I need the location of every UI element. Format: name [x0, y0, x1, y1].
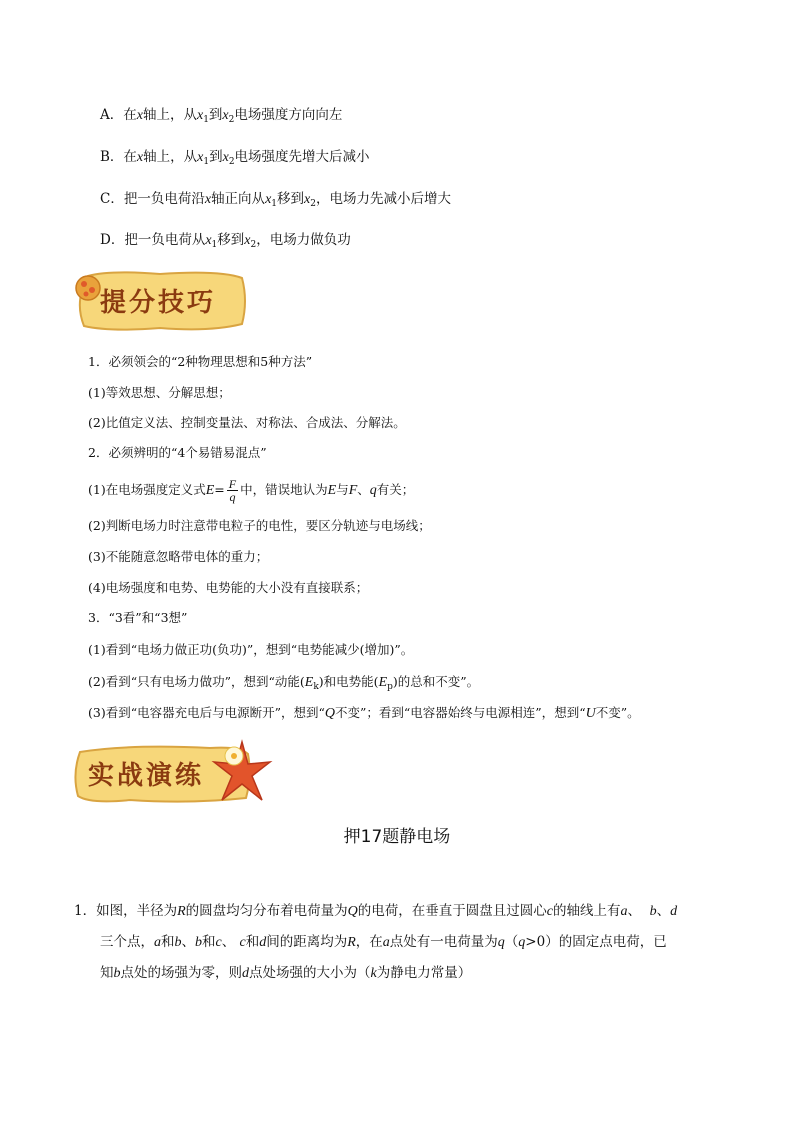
tip-1-heading: 1．必须领会的“2种物理思想和5种方法”: [88, 354, 313, 369]
tip-3c: (3)看到“电容器充电后与电源断开”，想到“Q不变”；看到“电容器始终与电源相连”，想到“U不变”。: [88, 705, 640, 721]
practice-banner: [70, 738, 275, 808]
question-1-line-1: 1．如图，半径为R的圆盘均匀分布着电荷量为Q的电荷，在垂直于圆盘且过圆心c的轴线上有a、 b、d: [74, 903, 678, 919]
option-a: A．在x轴上，从$x_1$到$x_2$电场强度方向向左: [100, 107, 343, 125]
tip-3a: (1)看到“电场力做正功(负功)”，想到“电势能减少(增加)”。: [88, 642, 414, 657]
tip-3-heading: 3．“3看”和“3想”: [88, 610, 188, 625]
practice-banner-title: 实战演练: [88, 761, 205, 791]
tip-1b: (2)比值定义法、控制变量法、对称法、合成法、分解法。: [88, 415, 406, 430]
question-1-line-2: 三个点，a和b、b和c、 c和d间的距离均为R，在a点处有一电荷量为q（q>0）的固定点电荷，已: [100, 934, 667, 950]
option-b: B．在x轴上，从$x_1$到$x_2$电场强度先增大后减小: [100, 149, 370, 167]
tip-2-heading: 2．必须辨明的“4个易错易混点”: [88, 445, 267, 460]
section-title: 押17题静电场: [343, 827, 451, 847]
starfish-icon: [210, 738, 274, 806]
tip-2c: (3)不能随意忽略带电体的重力；: [88, 549, 269, 564]
question-1-line-3: 知b点处的场强为零，则d点处场强的大小为（k为静电力常量）: [100, 965, 472, 981]
tip-2b: (2)判断电场力时注意带电粒子的电性，要区分轨迹与电场线；: [88, 518, 431, 533]
tip-2d: (4)电场强度和电势、电势能的大小没有直接联系；: [88, 580, 369, 595]
formula-fraction: $\frac{F}{q}$: [228, 477, 237, 504]
option-c: C．把一负电荷沿x轴正向从$x_1$移到$x_2$，电场力先减小后增大: [100, 191, 451, 209]
tip-2a: (1)在电场强度定义式E= $\frac{F}{q}$ 中，错误地认为E与F、q有关；: [88, 477, 415, 504]
tip-3b: (2)看到“只有电场力做功”，想到“动能$(E_k)$和电势能$(E_p)$的总和不变”。: [88, 674, 480, 692]
tips-banner: [70, 268, 250, 334]
tip-1a: (1)等效思想、分解思想；: [88, 385, 231, 400]
tips-banner-title: 提分技巧: [100, 288, 217, 318]
option-d: D．把一负电荷从$x_1$移到$x_2$，电场力做负功: [100, 232, 351, 250]
